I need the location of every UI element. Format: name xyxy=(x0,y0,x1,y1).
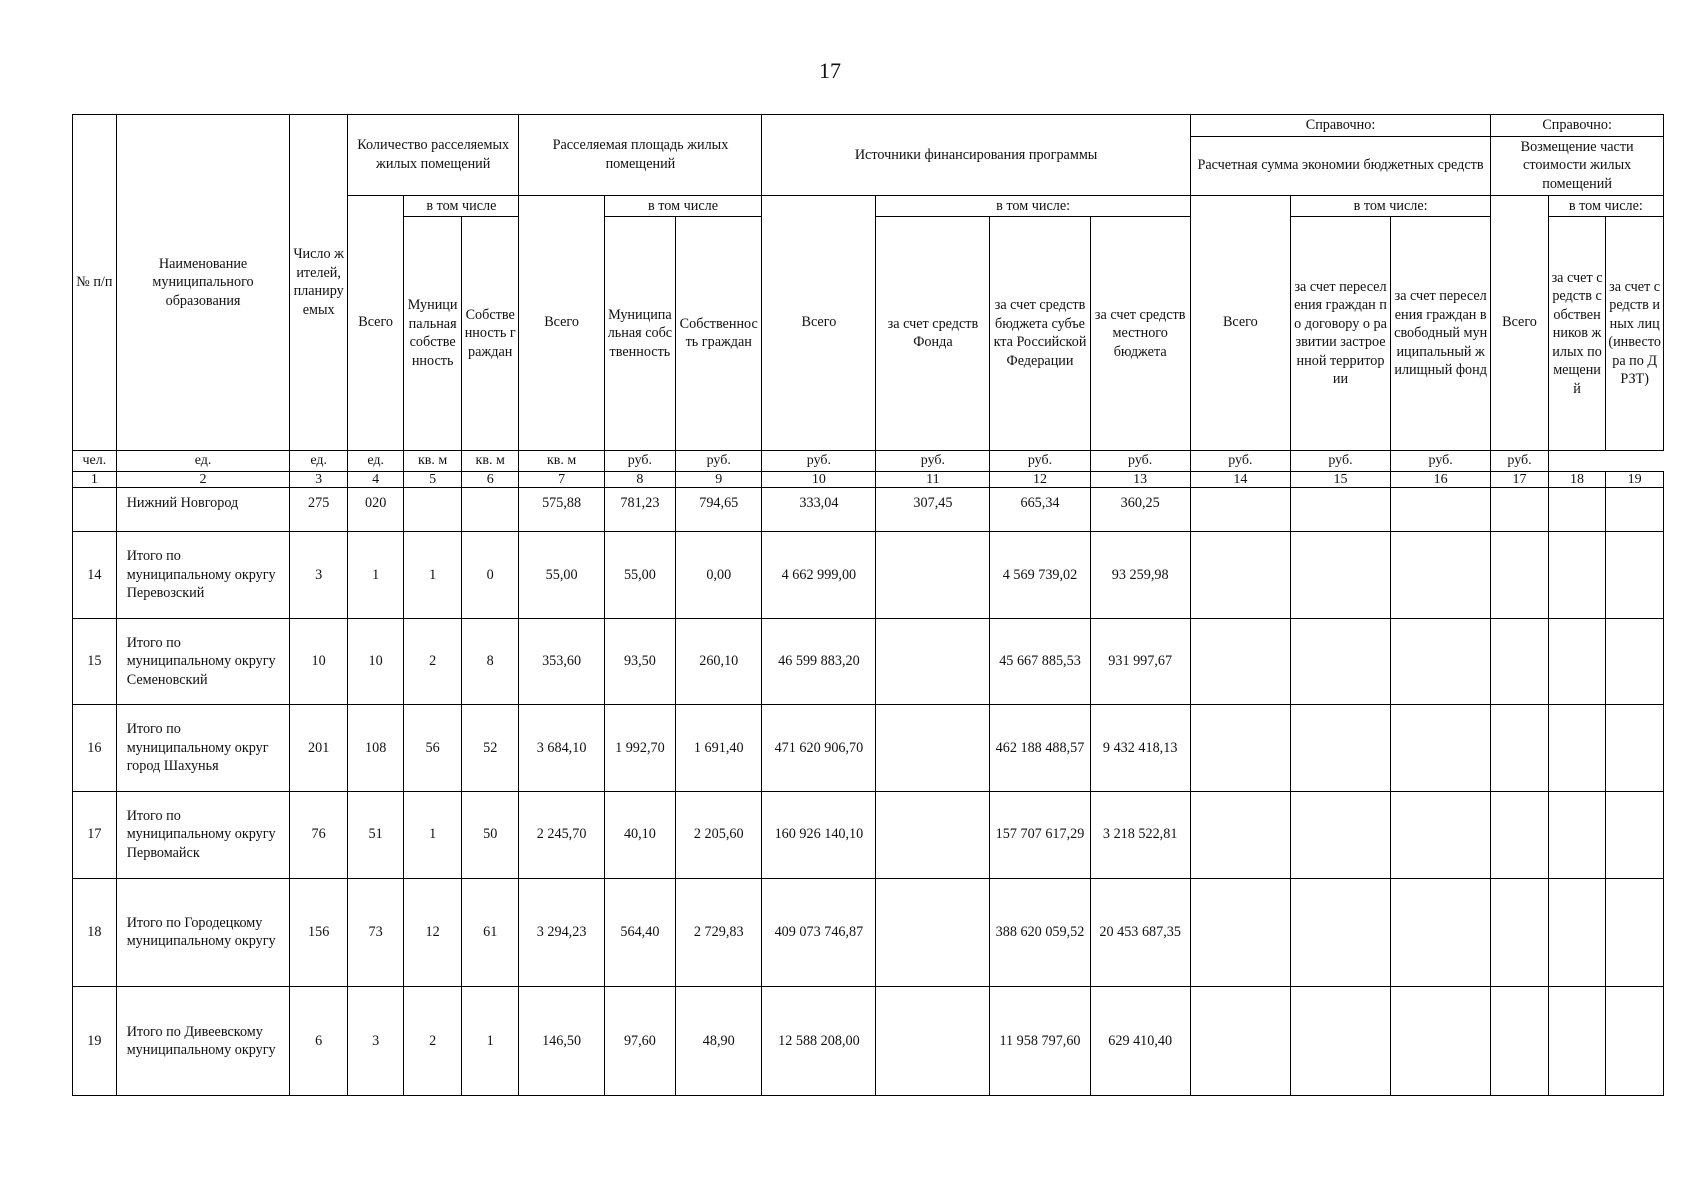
unit-cell: руб. xyxy=(1290,450,1390,471)
unit-cell: кв. м xyxy=(461,450,519,471)
table-cell: 353,60 xyxy=(519,618,604,705)
table-cell: 6 xyxy=(290,987,348,1096)
table-cell xyxy=(876,987,990,1096)
empty-reference-cell xyxy=(1290,791,1390,878)
table-cell: 794,65 xyxy=(676,487,762,531)
table-row xyxy=(73,705,1664,792)
table-cell: 0,00 xyxy=(676,532,762,619)
row-name-cell: Итого по муниципальному округу Первомайск xyxy=(116,791,290,878)
table-cell: 0 xyxy=(461,532,519,619)
empty-reference-cell xyxy=(1391,791,1491,878)
empty-reference-cell xyxy=(1391,532,1491,619)
empty-reference-cell xyxy=(1548,532,1606,619)
table-cell xyxy=(876,705,990,792)
row-name-cell: Итого по муниципальному округу Семеновский xyxy=(116,618,290,705)
table-cell: 52 xyxy=(461,705,519,792)
empty-reference-cell xyxy=(1190,705,1290,792)
table-cell: 409 073 746,87 xyxy=(762,878,876,987)
finance-total-header: Всего xyxy=(762,195,876,450)
table-cell: 51 xyxy=(347,791,403,878)
empty-reference-cell xyxy=(1491,791,1549,878)
empty-reference-cell xyxy=(1290,532,1390,619)
empty-reference-cell xyxy=(1190,791,1290,878)
row-name-cell: Итого по Дивеевскому муниципальному округу xyxy=(116,987,290,1096)
column-number: 10 xyxy=(762,471,876,487)
table-row xyxy=(73,791,1664,878)
table-cell: 108 xyxy=(347,705,403,792)
unit-cell: руб. xyxy=(676,450,762,471)
column-number: 4 xyxy=(347,471,403,487)
compensation-total-header: Всего xyxy=(1491,195,1549,450)
row-number-cell: 15 xyxy=(73,618,117,705)
table-cell: 307,45 xyxy=(876,487,990,531)
table-cell: 10 xyxy=(347,618,403,705)
column-number: 1 xyxy=(73,471,117,487)
empty-reference-cell xyxy=(1548,705,1606,792)
table-cell: 3 218 522,81 xyxy=(1090,791,1190,878)
table-cell: 388 620 059,52 xyxy=(990,878,1090,987)
table-cell xyxy=(876,878,990,987)
empty-reference-cell xyxy=(1491,487,1549,531)
column-number: 9 xyxy=(676,471,762,487)
table-cell: 12 588 208,00 xyxy=(762,987,876,1096)
empty-reference-cell xyxy=(1190,532,1290,619)
table-cell: 629 410,40 xyxy=(1090,987,1190,1096)
table-cell: 2 245,70 xyxy=(519,791,604,878)
table-row xyxy=(73,987,1664,1096)
empty-reference-cell xyxy=(1491,618,1549,705)
table-cell: 48,90 xyxy=(676,987,762,1096)
empty-reference-cell xyxy=(1606,487,1664,531)
empty-reference-cell xyxy=(1606,532,1664,619)
empty-reference-cell xyxy=(1290,987,1390,1096)
table-cell: 2 xyxy=(404,618,462,705)
table-cell: 931 997,67 xyxy=(1090,618,1190,705)
empty-reference-cell xyxy=(1606,878,1664,987)
table-cell: 40,10 xyxy=(604,791,675,878)
area-municipal-header: Муниципальная собственность xyxy=(604,217,675,451)
table-cell: 201 xyxy=(290,705,348,792)
economy-incl-header: в том числе: xyxy=(1290,195,1490,217)
column-number: 8 xyxy=(604,471,675,487)
empty-reference-cell xyxy=(1548,987,1606,1096)
empty-reference-cell xyxy=(1190,987,1290,1096)
table-cell: 1 xyxy=(461,987,519,1096)
table-cell: 3 684,10 xyxy=(519,705,604,792)
table-cell: 1 691,40 xyxy=(676,705,762,792)
table-cell: 462 188 488,57 xyxy=(990,705,1090,792)
table-cell: 3 xyxy=(347,987,403,1096)
empty-reference-cell xyxy=(1606,618,1664,705)
table-cell: 781,23 xyxy=(604,487,675,531)
row-name-cell: Итого по муниципальному округ город Шахунья xyxy=(116,705,290,792)
unit-cell: руб. xyxy=(1391,450,1491,471)
table-cell: 360,25 xyxy=(1090,487,1190,531)
table-cell xyxy=(404,487,462,531)
unit-cell: руб. xyxy=(876,450,990,471)
col-residents-header: Число жителей, планируемых xyxy=(290,115,348,451)
table-cell: 1 xyxy=(404,791,462,878)
table-cell: 575,88 xyxy=(519,487,604,531)
column-number: 6 xyxy=(461,471,519,487)
economy-group-header: Расчетная сумма экономии бюджетных средств xyxy=(1190,136,1490,195)
table-cell: 50 xyxy=(461,791,519,878)
table-row xyxy=(73,532,1664,619)
empty-reference-cell xyxy=(1391,618,1491,705)
empty-reference-cell xyxy=(1548,791,1606,878)
table-cell: 93,50 xyxy=(604,618,675,705)
empty-reference-cell xyxy=(1290,705,1390,792)
table-cell: 8 xyxy=(461,618,519,705)
table-cell xyxy=(876,618,990,705)
column-number: 17 xyxy=(1491,471,1549,487)
column-number: 15 xyxy=(1290,471,1390,487)
row-name-cell: Итого по муниципальному округу Перевозский xyxy=(116,532,290,619)
table-cell: 564,40 xyxy=(604,878,675,987)
table-cell: 2 729,83 xyxy=(676,878,762,987)
empty-reference-cell xyxy=(1548,878,1606,987)
table-cell: 4 569 739,02 xyxy=(990,532,1090,619)
empty-reference-cell xyxy=(1606,987,1664,1096)
table-cell: 55,00 xyxy=(519,532,604,619)
table-cell: 471 620 906,70 xyxy=(762,705,876,792)
empty-reference-cell xyxy=(1606,791,1664,878)
finance-subject-budget-header: за счет средств бюджета субъекта Российской Федерации xyxy=(990,217,1090,451)
table-cell: 4 662 999,00 xyxy=(762,532,876,619)
column-number: 2 xyxy=(116,471,290,487)
table-cell: 46 599 883,20 xyxy=(762,618,876,705)
column-number: 7 xyxy=(519,471,604,487)
table-cell: 20 453 687,35 xyxy=(1090,878,1190,987)
finance-fund-header: за счет средств Фонда xyxy=(876,217,990,451)
table-cell: 1 992,70 xyxy=(604,705,675,792)
table-cell: 333,04 xyxy=(762,487,876,531)
table-cell: 11 958 797,60 xyxy=(990,987,1090,1096)
compensation-owners-header: за счет средств собственников жилых помещений xyxy=(1548,217,1606,451)
row-number-cell: 16 xyxy=(73,705,117,792)
row-number-cell: 17 xyxy=(73,791,117,878)
table-cell xyxy=(876,791,990,878)
table-cell: 2 205,60 xyxy=(676,791,762,878)
rooms-group-header: Количество расселяемых жилых помещений xyxy=(347,115,519,196)
table-cell: 156 xyxy=(290,878,348,987)
table-row xyxy=(73,487,1664,531)
area-group-header: Расселяемая площадь жилых помещений xyxy=(519,115,762,196)
col-name-header: Наименование муниципального образования xyxy=(116,115,290,451)
table-cell: 97,60 xyxy=(604,987,675,1096)
empty-reference-cell xyxy=(1391,987,1491,1096)
unit-cell: ед. xyxy=(347,450,403,471)
table-cell: 93 259,98 xyxy=(1090,532,1190,619)
compensation-other-header: за счет средств иных лиц (инвестора по ДРЗТ) xyxy=(1606,217,1664,451)
compensation-group-header: Возмещение части стоимости жилых помещений xyxy=(1491,136,1664,195)
empty-reference-cell xyxy=(1190,878,1290,987)
finance-group-header: Источники финансирования программы xyxy=(762,115,1190,196)
table-cell: 55,00 xyxy=(604,532,675,619)
table-row xyxy=(73,878,1664,987)
row-number-cell: 14 xyxy=(73,532,117,619)
unit-cell: ед. xyxy=(290,450,348,471)
finance-local-budget-header: за счет средств местного бюджета xyxy=(1090,217,1190,451)
table-cell: 260,10 xyxy=(676,618,762,705)
empty-reference-cell xyxy=(1548,618,1606,705)
economy-total-header: Всего xyxy=(1190,195,1290,450)
table-cell: 61 xyxy=(461,878,519,987)
rooms-incl-header: в том числе xyxy=(404,195,519,217)
table-cell: 665,34 xyxy=(990,487,1090,531)
table-cell: 9 432 418,13 xyxy=(1090,705,1190,792)
economy-dev-agreement-header: за счет переселения граждан по договору о развитии застроенной территории xyxy=(1290,217,1390,451)
reference-label-compensation: Справочно: xyxy=(1491,115,1664,137)
unit-cell: чел. xyxy=(73,450,117,471)
table-cell: 275 xyxy=(290,487,348,531)
table-cell: 10 xyxy=(290,618,348,705)
finance-incl-header: в том числе: xyxy=(876,195,1190,217)
column-number: 13 xyxy=(1090,471,1190,487)
compensation-incl-header: в том числе: xyxy=(1548,195,1663,217)
table-cell xyxy=(876,532,990,619)
column-number: 5 xyxy=(404,471,462,487)
resettlement-table xyxy=(72,114,1664,1096)
col-num-header: № п/п xyxy=(73,115,117,451)
unit-cell: кв. м xyxy=(519,450,604,471)
reference-label-economy: Справочно: xyxy=(1190,115,1490,137)
table-cell: 12 xyxy=(404,878,462,987)
economy-free-fund-header: за счет переселения граждан в свободный муниципальный жилищный фонд xyxy=(1391,217,1491,451)
row-name-cell: Нижний Новгород xyxy=(116,487,290,531)
table-cell: 3 xyxy=(290,532,348,619)
table-cell: 1 xyxy=(347,532,403,619)
empty-reference-cell xyxy=(1391,878,1491,987)
area-incl-header: в том числе xyxy=(604,195,762,217)
table-cell: 56 xyxy=(404,705,462,792)
unit-cell: руб. xyxy=(1491,450,1549,471)
column-number: 11 xyxy=(876,471,990,487)
table-body xyxy=(73,487,1664,1095)
table-cell: 2 xyxy=(404,987,462,1096)
table-cell: 3 294,23 xyxy=(519,878,604,987)
empty-reference-cell xyxy=(1391,705,1491,792)
empty-reference-cell xyxy=(1606,705,1664,792)
empty-reference-cell xyxy=(1491,705,1549,792)
unit-cell: руб. xyxy=(762,450,876,471)
empty-reference-cell xyxy=(1290,487,1390,531)
unit-cell: кв. м xyxy=(404,450,462,471)
area-total-header: Всего xyxy=(519,195,604,450)
empty-reference-cell xyxy=(1491,878,1549,987)
column-number: 18 xyxy=(1548,471,1606,487)
table-cell: 1 xyxy=(404,532,462,619)
rooms-municipal-header: Муниципальная собственность xyxy=(404,217,462,451)
rooms-total-header: Всего xyxy=(347,195,403,450)
unit-cell: руб. xyxy=(990,450,1090,471)
column-number: 19 xyxy=(1606,471,1664,487)
row-number-cell: 19 xyxy=(73,987,117,1096)
table-cell: 157 707 617,29 xyxy=(990,791,1090,878)
table-cell: 020 xyxy=(347,487,403,531)
empty-reference-cell xyxy=(1290,878,1390,987)
page-number: 17 xyxy=(819,58,841,83)
unit-cell: ед. xyxy=(116,450,290,471)
unit-cell: руб. xyxy=(1190,450,1290,471)
empty-reference-cell xyxy=(1491,987,1549,1096)
table-cell xyxy=(461,487,519,531)
row-name-cell: Итого по Городецкому муниципальному округу xyxy=(116,878,290,987)
column-number: 16 xyxy=(1391,471,1491,487)
empty-reference-cell xyxy=(1290,618,1390,705)
row-number-cell: 18 xyxy=(73,878,117,987)
table-cell: 45 667 885,53 xyxy=(990,618,1090,705)
empty-reference-cell xyxy=(1190,618,1290,705)
table-cell: 160 926 140,10 xyxy=(762,791,876,878)
rooms-citizens-header: Собственность граждан xyxy=(461,217,519,451)
column-number: 14 xyxy=(1190,471,1290,487)
empty-reference-cell xyxy=(1391,487,1491,531)
table-row xyxy=(73,618,1664,705)
table-cell: 76 xyxy=(290,791,348,878)
table-cell: 146,50 xyxy=(519,987,604,1096)
column-number: 12 xyxy=(990,471,1090,487)
row-number-cell xyxy=(73,487,117,531)
column-number: 3 xyxy=(290,471,348,487)
empty-reference-cell xyxy=(1190,487,1290,531)
table-cell: 73 xyxy=(347,878,403,987)
empty-reference-cell xyxy=(1491,532,1549,619)
unit-cell: руб. xyxy=(1090,450,1190,471)
empty-reference-cell xyxy=(1548,487,1606,531)
unit-cell: руб. xyxy=(604,450,675,471)
area-citizens-header: Собственность граждан xyxy=(676,217,762,451)
